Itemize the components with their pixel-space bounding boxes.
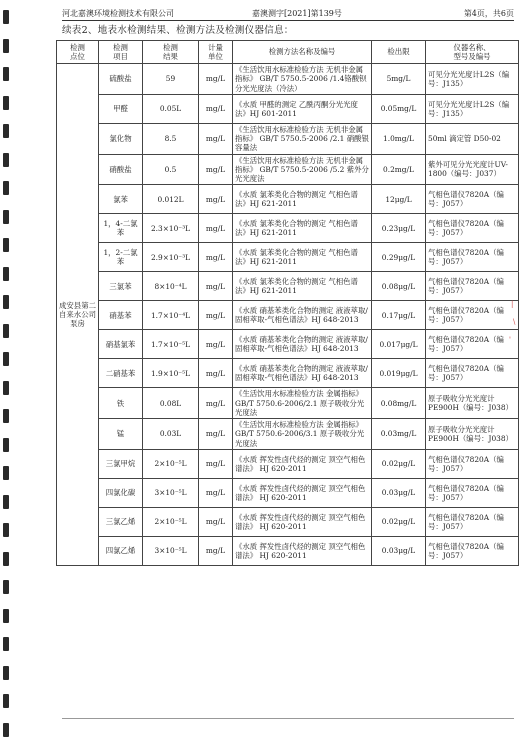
table-row <box>57 94 519 123</box>
binding-hole <box>3 495 9 509</box>
result-cell: 8.5 <box>143 123 199 154</box>
binding-hole <box>3 295 9 309</box>
table-row <box>57 243 519 272</box>
instrument-cell: 气相色谱仪7820A（编号：J057） <box>426 272 519 301</box>
binding-hole <box>3 10 9 24</box>
item-cell: 氯苯 <box>99 185 143 214</box>
unit-cell: mg/L <box>199 449 233 478</box>
result-cell: 1.7×10⁻⁴L <box>143 301 199 330</box>
table-row <box>57 64 519 95</box>
result-cell: 2.3×10⁻³L <box>143 214 199 243</box>
result-cell: 3×10⁻⁵L <box>143 478 199 507</box>
instrument-cell: 可见分光光度计L2S（编号：J135） <box>426 64 519 95</box>
table-row <box>57 154 519 185</box>
limit-cell: 0.2mg/L <box>372 154 426 185</box>
binding-hole <box>3 67 9 81</box>
result-cell: 8×10⁻⁴L <box>143 272 199 301</box>
binding-hole <box>3 466 9 480</box>
item-cell: 1，4-二氯苯 <box>99 214 143 243</box>
result-cell: 0.012L <box>143 185 199 214</box>
instrument-cell: 原子吸收分光光度计PE900H（编号：J038） <box>426 419 519 450</box>
method-cell: 《生活饮用水标准检验方法 金属指标》 GB/T 5750.6-2006/2.1 原子吸收分光光度法 <box>233 388 372 419</box>
unit-cell: mg/L <box>199 123 233 154</box>
page-number: 第4页，共6页 <box>463 9 514 18</box>
binding-hole <box>3 39 9 53</box>
item-cell: 甲醛 <box>99 94 143 123</box>
table-row <box>57 123 519 154</box>
method-cell: 《水质 氯苯类化合物的测定 气相色谱法》HJ 621-2011 <box>233 272 372 301</box>
limit-cell: 1.0mg/L <box>372 123 426 154</box>
result-cell: 2×10⁻⁵L <box>143 449 199 478</box>
binding-hole <box>3 666 9 680</box>
unit-cell: mg/L <box>199 478 233 507</box>
section-title: 续表2、地表水检测结果、检测方法及检测仪器信息： <box>62 25 294 36</box>
report-number: 嘉澳测字[2021]第139号 <box>252 9 342 18</box>
red-mark: ' <box>509 336 511 344</box>
result-cell: 2×10⁻⁵L <box>143 507 199 536</box>
item-cell: 硝酸盐 <box>99 154 143 185</box>
binding-hole <box>3 238 9 252</box>
unit-cell: mg/L <box>199 388 233 419</box>
binding-hole <box>3 210 9 224</box>
item-cell: 氯化物 <box>99 123 143 154</box>
unit-cell: mg/L <box>199 214 233 243</box>
limit-cell: 0.02μg/L <box>372 507 426 536</box>
table-row <box>57 388 519 419</box>
table-row <box>57 536 519 565</box>
limit-cell: 0.03mg/L <box>372 419 426 450</box>
limit-cell: 0.02μg/L <box>372 449 426 478</box>
method-cell: 《水质 甲醛的测定 乙酰丙酮分光光度法》HJ 601-2011 <box>233 94 372 123</box>
unit-cell: mg/L <box>199 64 233 95</box>
binding-hole <box>3 580 9 594</box>
column-header: 检测 结果 <box>143 41 199 64</box>
unit-cell: mg/L <box>199 536 233 565</box>
footer-rule <box>62 718 514 719</box>
instrument-cell: 气相色谱仪7820A（编号：J057） <box>426 478 519 507</box>
result-cell: 2.9×10⁻³L <box>143 243 199 272</box>
result-cell: 0.05L <box>143 94 199 123</box>
unit-cell: mg/L <box>199 359 233 388</box>
limit-cell: 0.17μg/L <box>372 301 426 330</box>
unit-cell: mg/L <box>199 301 233 330</box>
method-cell: 《水质 氯苯类化合物的测定 气相色谱法》HJ 621-2011 <box>233 243 372 272</box>
binding-hole <box>3 381 9 395</box>
column-header: 计量 单位 <box>199 41 233 64</box>
red-mark: | <box>511 300 514 308</box>
item-cell: 锰 <box>99 419 143 450</box>
binding-hole <box>3 694 9 708</box>
item-cell: 三氯苯 <box>99 272 143 301</box>
unit-cell: mg/L <box>199 507 233 536</box>
binding-hole <box>3 267 9 281</box>
item-cell: 铁 <box>99 388 143 419</box>
instrument-cell: 气相色谱仪7820A（编号：J057） <box>426 536 519 565</box>
result-cell: 0.5 <box>143 154 199 185</box>
result-cell: 59 <box>143 64 199 95</box>
result-cell: 3×10⁻⁵L <box>143 536 199 565</box>
result-cell: 1.9×10⁻⁵L <box>143 359 199 388</box>
instrument-cell: 气相色谱仪7820A（编号：J057） <box>426 507 519 536</box>
binding-hole <box>3 96 9 110</box>
binding-hole <box>3 609 9 623</box>
method-cell: 《水质 挥发性卤代烃的测定 顶空气相色谱法》 HJ 620-2011 <box>233 536 372 565</box>
table-row <box>57 214 519 243</box>
limit-cell: 0.29μg/L <box>372 243 426 272</box>
company-name: 河北嘉澳环境检测技术有限公司 <box>62 9 174 18</box>
method-cell: 《水质 硝基苯类化合物的测定 液液萃取/固相萃取-气相色谱法》HJ 648-2013 <box>233 359 372 388</box>
limit-cell: 12μg/L <box>372 185 426 214</box>
unit-cell: mg/L <box>199 330 233 359</box>
results-table <box>56 40 519 566</box>
binding-hole <box>3 409 9 423</box>
instrument-cell: 气相色谱仪7820A（编号：J057） <box>426 330 519 359</box>
method-cell: 《水质 氯苯类化合物的测定 气相色谱法》HJ 621-2011 <box>233 185 372 214</box>
column-header: 仪器名称、 型号及编号 <box>426 41 519 64</box>
instrument-cell: 可见分光光度计L2S（编号：J135） <box>426 94 519 123</box>
binding-hole <box>3 324 9 338</box>
column-header: 检出限 <box>372 41 426 64</box>
limit-cell: 0.019μg/L <box>372 359 426 388</box>
method-cell: 《生活饮用水标准检验方法 无机非金属指标》 GB/T 5750.5-2006 /5.2 紫外分光光度法 <box>233 154 372 185</box>
table-body <box>57 64 519 566</box>
limit-cell: 0.017μg/L <box>372 330 426 359</box>
item-cell: 三氯甲烷 <box>99 449 143 478</box>
item-cell: 硝基氯苯 <box>99 330 143 359</box>
instrument-cell: 气相色谱仪7820A（编号：J057） <box>426 185 519 214</box>
table-row <box>57 478 519 507</box>
item-cell: 四氯化碳 <box>99 478 143 507</box>
table-row <box>57 419 519 450</box>
instrument-cell: 气相色谱仪7820A（编号：J057） <box>426 449 519 478</box>
result-cell: 0.08L <box>143 388 199 419</box>
method-cell: 《水质 挥发性卤代烃的测定 顶空气相色谱法》 HJ 620-2011 <box>233 449 372 478</box>
unit-cell: mg/L <box>199 243 233 272</box>
table-row <box>57 301 519 330</box>
limit-cell: 0.05mg/L <box>372 94 426 123</box>
binding-hole <box>3 723 9 737</box>
method-cell: 《水质 硝基苯类化合物的测定 液液萃取/固相萃取-气相色谱法》HJ 648-2013 <box>233 301 372 330</box>
site-cell: 成安县第二自来水公司泵房 <box>57 64 99 566</box>
instrument-cell: 原子吸收分光光度计PE900H（编号：J038） <box>426 388 519 419</box>
column-header: 检测 点位 <box>57 41 99 64</box>
method-cell: 《水质 硝基苯类化合物的测定 液液萃取/固相萃取-气相色谱法》HJ 648-2013 <box>233 330 372 359</box>
binding-hole <box>3 523 9 537</box>
unit-cell: mg/L <box>199 154 233 185</box>
page-header <box>62 8 514 21</box>
unit-cell: mg/L <box>199 185 233 214</box>
binding-hole <box>3 181 9 195</box>
table-row <box>57 507 519 536</box>
column-header: 检测方法名称及编号 <box>233 41 372 64</box>
unit-cell: mg/L <box>199 272 233 301</box>
unit-cell: mg/L <box>199 94 233 123</box>
binding-hole <box>3 352 9 366</box>
binding-hole <box>3 637 9 651</box>
column-header: 检测 项目 <box>99 41 143 64</box>
method-cell: 《生活饮用水标准检验方法 无机非金属指标》 GB/T 5750.5-2006 /1.4铬酸钡分光光度法（冷法） <box>233 64 372 95</box>
result-cell: 0.03L <box>143 419 199 450</box>
item-cell: 三氯乙烯 <box>99 507 143 536</box>
method-cell: 《水质 挥发性卤代烃的测定 顶空气相色谱法》 HJ 620-2011 <box>233 478 372 507</box>
limit-cell: 0.03μg/L <box>372 536 426 565</box>
limit-cell: 0.08mg/L <box>372 388 426 419</box>
method-cell: 《水质 挥发性卤代烃的测定 顶空气相色谱法》 HJ 620-2011 <box>233 507 372 536</box>
item-cell: 1，2-二氯苯 <box>99 243 143 272</box>
unit-cell: mg/L <box>199 419 233 450</box>
item-cell: 四氯乙烯 <box>99 536 143 565</box>
item-cell: 硝基苯 <box>99 301 143 330</box>
table-row <box>57 330 519 359</box>
instrument-cell: 50ml 滴定管 D50-02 <box>426 123 519 154</box>
limit-cell: 0.08μg/L <box>372 272 426 301</box>
red-mark: \ <box>513 318 516 326</box>
table-row <box>57 449 519 478</box>
binding-hole <box>3 438 9 452</box>
instrument-cell: 气相色谱仪7820A（编号：J057） <box>426 214 519 243</box>
table-header-row <box>57 41 519 64</box>
result-cell: 1.7×10⁻⁵L <box>143 330 199 359</box>
instrument-cell: 紫外可见分光光度计UV-1800（编号：J037） <box>426 154 519 185</box>
limit-cell: 5mg/L <box>372 64 426 95</box>
binding-hole <box>3 153 9 167</box>
item-cell: 二硝基苯 <box>99 359 143 388</box>
table-row <box>57 359 519 388</box>
instrument-cell: 气相色谱仪7820A（编号：J057） <box>426 243 519 272</box>
method-cell: 《水质 氯苯类化合物的测定 气相色谱法》HJ 621-2011 <box>233 214 372 243</box>
limit-cell: 0.03μg/L <box>372 478 426 507</box>
table-row <box>57 272 519 301</box>
limit-cell: 0.23μg/L <box>372 214 426 243</box>
item-cell: 硫酸盐 <box>99 64 143 95</box>
method-cell: 《生活饮用水标准检验方法 金属指标》 GB/T 5750.6-2006/3.1 原子吸收分光光度法 <box>233 419 372 450</box>
method-cell: 《生活饮用水标准检验方法 无机非金属指标》 GB/T 5750.5-2006 /2.1 硝酸银容量法 <box>233 123 372 154</box>
table-row <box>57 185 519 214</box>
binding-hole <box>3 552 9 566</box>
instrument-cell: 气相色谱仪7820A（编号：J057） <box>426 359 519 388</box>
binding-hole <box>3 124 9 138</box>
instrument-cell: 气相色谱仪7820A（编号：J057） <box>426 301 519 330</box>
